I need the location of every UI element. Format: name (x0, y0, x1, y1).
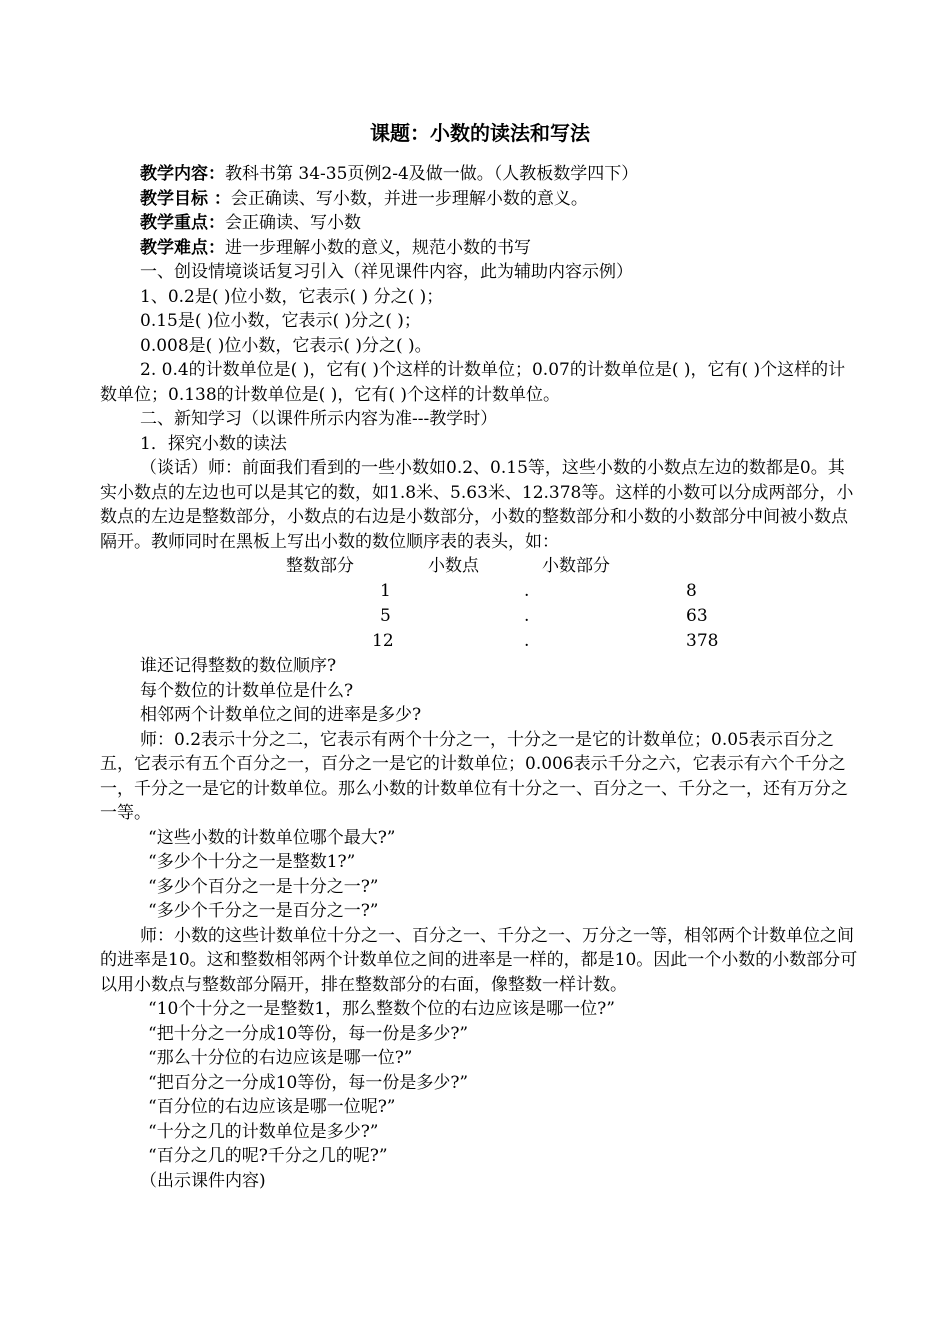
paragraph: 2. 0.4的计数单位是( )，它有( )个这样的计数单位；0.07的计数单位是( )，它有( )个这样的计数单位；0.138的计数单位是( )，它有( )个这样的计数单位。 (100, 360, 846, 405)
table-cell: 8 (686, 581, 697, 601)
table-cell: 378 (686, 631, 719, 651)
key-text: 会正确读、写小数 (225, 213, 361, 233)
section-heading: 二、新知学习（以课件所示内容为准---教学时） (140, 409, 498, 429)
key-line (100, 211, 860, 236)
paragraph: （出示课件内容) (140, 1170, 266, 1191)
hard-label: 教学难点： (140, 237, 225, 258)
content-line (100, 162, 860, 187)
question-line: 相邻两个计数单位之间的进率是多少? (140, 705, 422, 725)
hard-line (100, 236, 860, 261)
table-cell: 1 (380, 581, 391, 601)
hard-text: 进一步理解小数的意义，规范小数的书写 (225, 237, 531, 258)
goal-line (100, 187, 860, 212)
table-cell: . (524, 581, 530, 601)
quote-line: “多少个千分之一是百分之一?” (148, 901, 379, 921)
paragraph: 师：小数的这些计数单位十分之一、百分之一、千分之一、万分之一等，相邻两个计数单位之间的进率是10。这和整数相邻两个计数单位之间的进率是一样的，都是10。因此一个小数的小数部分可以用小数点与整数部分隔开，排在整数部分的右面，像整数一样计数。 (100, 925, 858, 995)
table-cell: . (524, 606, 530, 626)
paragraph: （谈话）师：前面我们看到的一些小数如0.2、0.15等，这些小数的小数点左边的数都是0。其实小数点的左边也可以是其它的数，如1.8米、5.63米、12.378等。这样的小数可以分成两部分，小数点的左边是整数部分，小数点的右边是小数部分，小数的整数部分和小数的小数部分中间被小数点隔开。教师同时在黑板上写出小数的数位顺序表的表头，如： (100, 458, 854, 552)
quote-line: “多少个十分之一是整数1?” (148, 852, 356, 872)
page-title: 课题：小数的读法和写法 (370, 121, 590, 145)
content-label: 教学内容： (140, 164, 225, 184)
content-text: 教科书第 34-35页例2-4及做一做。（人教板数学四下） (225, 164, 639, 184)
subsection-heading: 1．探究小数的读法 (140, 433, 287, 454)
quote-line: “多少个百分之一是十分之一?” (148, 876, 379, 897)
quote-line: “百分之几的呢?千分之几的呢?” (148, 1146, 388, 1166)
goal-label: 教学目标 ： (140, 188, 231, 209)
quote-line: “十分之几的计数单位是多少?” (148, 1121, 379, 1142)
paragraph: 1、0.2是( )位小数，它表示( ) 分之( )； (140, 286, 444, 307)
table-cell: 5 (380, 606, 391, 626)
table-cell: 63 (686, 606, 708, 626)
quote-line: “10个十分之一是整数1，那么整数个位的右边应该是哪一位?” (148, 999, 615, 1019)
paragraph: 0.008是( )位小数，它表示( )分之( )。 (140, 335, 432, 356)
paragraph: 0.15是( )位小数，它表示( )分之( )； (140, 311, 421, 331)
quote-line: “把十分之一分成10等份，每一份是多少?” (148, 1023, 469, 1044)
quote-line: “百分位的右边应该是哪一位呢?” (148, 1097, 396, 1117)
quote-line: “那么十分位的右边应该是哪一位?” (148, 1048, 413, 1068)
table-header: 小数部分 (542, 556, 610, 576)
question-line: 每个数位的计数单位是什么? (140, 680, 354, 701)
goal-text: 会正确读、写小数，并进一步理解小数的意义。 (230, 188, 588, 209)
question-line: 谁还记得整数的数位顺序? (140, 656, 337, 676)
quote-line: “把百分之一分成10等份，每一份是多少?” (148, 1072, 469, 1093)
paragraph: 师：0.2表示十分之二，它表示有两个十分之一，十分之一是它的计数单位；0.05表示百分之五，它表示有五个百分之一，百分之一是它的计数单位；0.006表示千分之六，它表示有六个千分之一，千分之一是它的计数单位。那么小数的计数单位有十分之一、百分之一、千分之一，还有万分之一等。 (100, 729, 848, 823)
place-value-table (100, 554, 860, 654)
quote-line: “这些小数的计数单位哪个最大?” (148, 827, 396, 848)
table-cell: 12 (372, 631, 394, 651)
key-label: 教学重点： (140, 213, 225, 233)
section-heading: 一、创设情境谈话复习引入（祥见课件内容，此为辅助内容示例） (140, 262, 633, 282)
table-cell: . (524, 631, 530, 651)
document-page (100, 120, 860, 1193)
table-header: 整数部分 (286, 556, 354, 576)
table-header: 小数点 (428, 556, 479, 576)
